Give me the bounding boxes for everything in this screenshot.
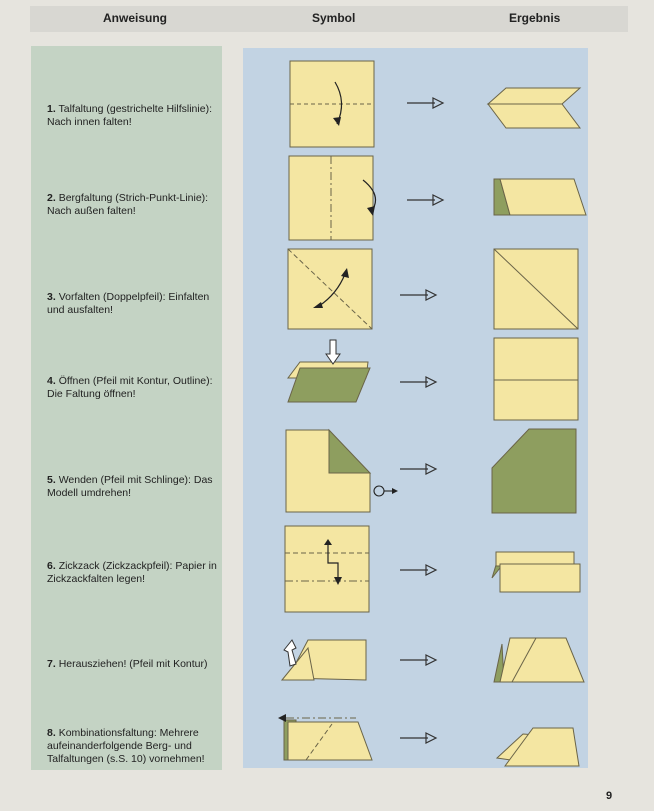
arrow-right-icon (398, 462, 438, 476)
header-instruction: Anweisung (103, 11, 168, 25)
instruction-5: 5. Wenden (Pfeil mit Schlinge): Das Modell umdrehen! (47, 474, 213, 499)
result-2-shape (490, 175, 590, 220)
result-6-shape (488, 548, 584, 596)
header-result: Ergebnis (509, 11, 561, 25)
arrow-right-icon (398, 375, 438, 389)
valley-fold-symbol (287, 58, 377, 150)
zigzag-symbol (282, 523, 372, 615)
mountain-fold-symbol (287, 154, 377, 244)
arrow-right-icon (398, 653, 438, 667)
prefold-symbol (285, 246, 375, 332)
result-8-shape (493, 722, 583, 770)
arrow-right-icon (405, 193, 445, 207)
result-3-shape (491, 246, 581, 332)
instruction-2: 2. Bergfaltung (Strich-Punkt-Linie): Nach außen falten! (47, 192, 209, 217)
instruction-7: 7. Herausziehen! (Pfeil mit Kontur) (47, 658, 208, 670)
instruction-8: 8. Kombinationsfaltung: Mehrere aufeinanderfolgende Berg- und Talfaltungen (s.S. 10) vornehmen! (47, 727, 205, 765)
instruction-6: 6. Zickzack (Zickzackpfeil): Papier in Zickzackfalten legen! (47, 560, 217, 585)
loop-arrow-icon (370, 482, 402, 500)
result-4-shape (491, 335, 581, 423)
result-5-shape (489, 426, 579, 516)
instruction-3: 3. Vorfalten (Doppelpfeil): Einfalten und ausfalten! (47, 291, 210, 316)
combination-fold-symbol (276, 712, 376, 768)
instruction-1: 1. Talfaltung (gestrichelte Hilfslinie): Nach innen falten! (47, 103, 212, 128)
header-symbol: Symbol (312, 11, 356, 25)
arrow-right-icon (405, 96, 445, 110)
arrow-right-icon (398, 288, 438, 302)
arrow-right-icon (398, 563, 438, 577)
turn-over-symbol (283, 427, 373, 515)
pull-out-symbol (278, 634, 370, 686)
result-7-shape (490, 634, 586, 686)
page-number: 9 (606, 790, 613, 802)
instruction-4: 4. Öffnen (Pfeil mit Kontur, Outline): Die Faltung öffnen! (47, 375, 213, 400)
open-fold-symbol (284, 338, 374, 406)
result-1-shape (482, 80, 582, 135)
arrow-right-icon (398, 731, 438, 745)
